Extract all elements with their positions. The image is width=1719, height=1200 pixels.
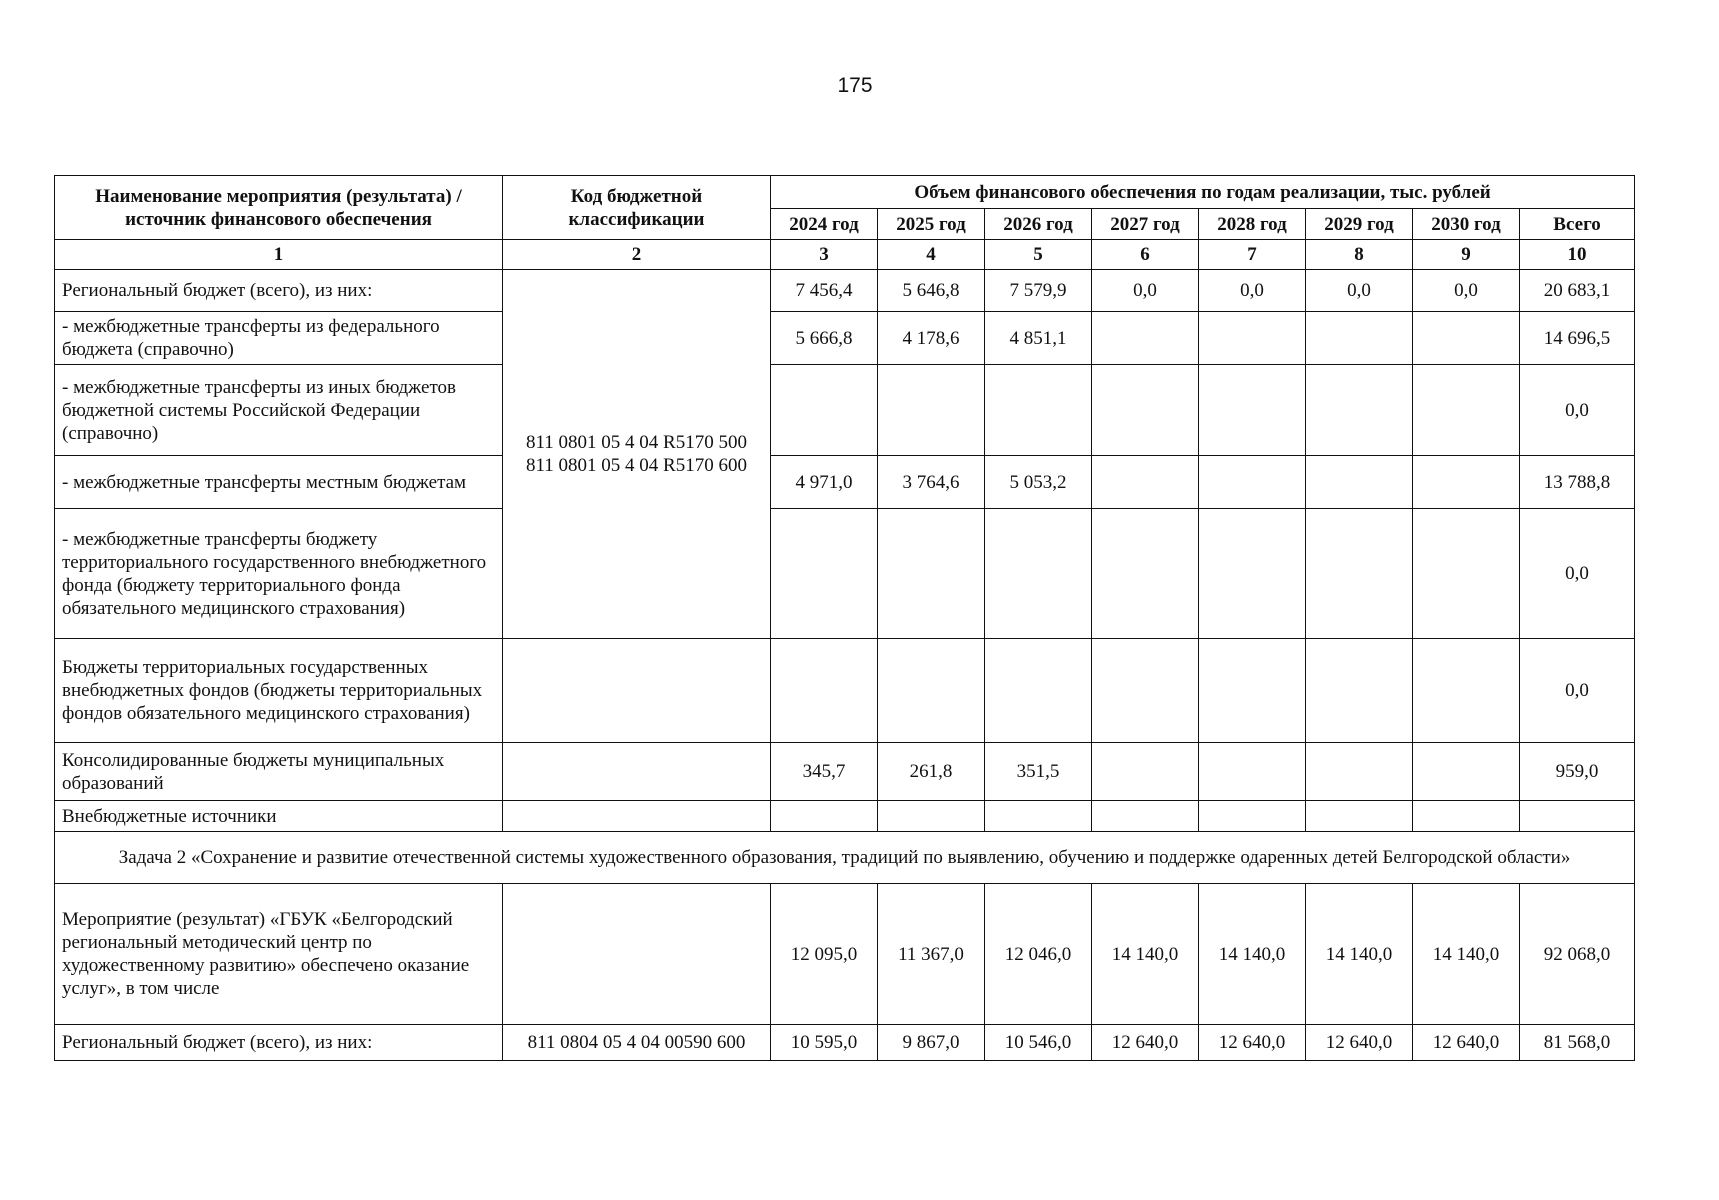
header-year: 2026 год bbox=[985, 209, 1092, 240]
budget-code: 811 0801 05 4 04 R5170 500 bbox=[526, 432, 747, 453]
cell-value bbox=[1413, 456, 1520, 509]
table-row bbox=[55, 312, 1635, 365]
cell-value bbox=[1413, 743, 1520, 801]
cell-value bbox=[1092, 509, 1199, 639]
header-volume: Объем финансового обеспечения по годам реализации, тыс. рублей bbox=[771, 176, 1635, 209]
cell-value: 4 971,0 bbox=[771, 456, 878, 509]
cell-total: 0,0 bbox=[1520, 639, 1635, 743]
row-name: Консолидированные бюджеты муниципальных образований bbox=[55, 743, 503, 801]
cell-value bbox=[1413, 509, 1520, 639]
cell-value: 12 640,0 bbox=[1199, 1025, 1306, 1061]
cell-value: 12 046,0 bbox=[985, 884, 1092, 1025]
column-number: 4 bbox=[878, 240, 985, 270]
cell-value bbox=[1092, 801, 1199, 832]
header-year: 2024 год bbox=[771, 209, 878, 240]
cell-value: 14 140,0 bbox=[1199, 884, 1306, 1025]
cell-value bbox=[1306, 509, 1413, 639]
header-name: Наименование мероприятия (результата) / источник финансового обеспечения bbox=[55, 176, 503, 240]
cell-value: 5 646,8 bbox=[878, 270, 985, 312]
cell-value: 345,7 bbox=[771, 743, 878, 801]
header-year: 2029 год bbox=[1306, 209, 1413, 240]
table-row bbox=[55, 1025, 1635, 1061]
cell-total: 81 568,0 bbox=[1520, 1025, 1635, 1061]
column-number: 1 bbox=[55, 240, 503, 270]
column-number: 10 bbox=[1520, 240, 1635, 270]
column-number: 3 bbox=[771, 240, 878, 270]
cell-value: 12 640,0 bbox=[1413, 1025, 1520, 1061]
cell-total: 14 696,5 bbox=[1520, 312, 1635, 365]
task-description: Задача 2 «Сохранение и развитие отечественной системы художественного образования, традиций по выявлению, обучению и поддержке одаренных детей Белгородской области» bbox=[55, 832, 1635, 884]
cell-value bbox=[985, 365, 1092, 456]
cell-value: 10 546,0 bbox=[985, 1025, 1092, 1061]
cell-value bbox=[985, 509, 1092, 639]
table-row bbox=[55, 509, 1635, 639]
cell-total: 959,0 bbox=[1520, 743, 1635, 801]
cell-value bbox=[1306, 365, 1413, 456]
cell-value: 12 095,0 bbox=[771, 884, 878, 1025]
header-total: Всего bbox=[1520, 209, 1635, 240]
row-name: - межбюджетные трансферты из федерального бюджета (справочно) bbox=[55, 312, 503, 365]
cell-value bbox=[878, 365, 985, 456]
cell-value bbox=[1199, 456, 1306, 509]
cell-value bbox=[878, 639, 985, 743]
row-name: - межбюджетные трансферты бюджету территориального государственного внебюджетного фонда (бюджету территориального фонда обязательного медицинского страхования) bbox=[55, 509, 503, 639]
cell-value: 5 053,2 bbox=[985, 456, 1092, 509]
cell-value: 7 456,4 bbox=[771, 270, 878, 312]
table-row bbox=[55, 743, 1635, 801]
cell-value bbox=[1199, 312, 1306, 365]
cell-total: 20 683,1 bbox=[1520, 270, 1635, 312]
row-code bbox=[503, 801, 771, 832]
column-number: 8 bbox=[1306, 240, 1413, 270]
table-row bbox=[55, 801, 1635, 832]
cell-value bbox=[771, 509, 878, 639]
row-code bbox=[503, 884, 771, 1025]
cell-value bbox=[985, 801, 1092, 832]
cell-value: 0,0 bbox=[1199, 270, 1306, 312]
cell-value: 0,0 bbox=[1092, 270, 1199, 312]
cell-value bbox=[1199, 509, 1306, 639]
budget-code: 811 0801 05 4 04 R5170 600 bbox=[526, 455, 747, 476]
header-year: 2027 год bbox=[1092, 209, 1199, 240]
cell-value: 261,8 bbox=[878, 743, 985, 801]
row-name: Региональный бюджет (всего), из них: bbox=[55, 1025, 503, 1061]
cell-value bbox=[1092, 639, 1199, 743]
cell-total bbox=[1520, 801, 1635, 832]
cell-value: 4 851,1 bbox=[985, 312, 1092, 365]
cell-total: 0,0 bbox=[1520, 365, 1635, 456]
row-name: Региональный бюджет (всего), из них: bbox=[55, 270, 503, 312]
cell-value bbox=[771, 801, 878, 832]
cell-value: 0,0 bbox=[1413, 270, 1520, 312]
column-number: 6 bbox=[1092, 240, 1199, 270]
cell-value: 14 140,0 bbox=[1092, 884, 1199, 1025]
row-name: - межбюджетные трансферты из иных бюджетов бюджетной системы Российской Федерации (справочно) bbox=[55, 365, 503, 456]
cell-value bbox=[771, 639, 878, 743]
cell-value: 12 640,0 bbox=[1306, 1025, 1413, 1061]
cell-value bbox=[1199, 743, 1306, 801]
table-row bbox=[55, 456, 1635, 509]
cell-value bbox=[1092, 365, 1199, 456]
task-row bbox=[55, 832, 1635, 884]
cell-value: 10 595,0 bbox=[771, 1025, 878, 1061]
header-year: 2025 год bbox=[878, 209, 985, 240]
cell-value bbox=[1306, 456, 1413, 509]
page-number: 175 bbox=[837, 74, 873, 97]
cell-value bbox=[878, 801, 985, 832]
cell-value bbox=[1092, 312, 1199, 365]
row-name: Бюджеты территориальных государственных внебюджетных фондов (бюджеты территориальных фондов обязательного медицинского страхования) bbox=[55, 639, 503, 743]
table-row bbox=[55, 884, 1635, 1025]
cell-value bbox=[1306, 801, 1413, 832]
column-number: 9 bbox=[1413, 240, 1520, 270]
cell-value: 12 640,0 bbox=[1092, 1025, 1199, 1061]
cell-value bbox=[878, 509, 985, 639]
cell-value: 5 666,8 bbox=[771, 312, 878, 365]
cell-value bbox=[1413, 365, 1520, 456]
cell-value bbox=[1413, 801, 1520, 832]
cell-value bbox=[771, 365, 878, 456]
cell-value: 3 764,6 bbox=[878, 456, 985, 509]
cell-value bbox=[1199, 639, 1306, 743]
row-code: 811 0804 05 4 04 00590 600 bbox=[503, 1025, 771, 1061]
cell-value: 14 140,0 bbox=[1306, 884, 1413, 1025]
row-name: Мероприятие (результат) «ГБУК «Белгородский региональный методический центр по художественному развитию» обеспечено оказание услуг», в том числе bbox=[55, 884, 503, 1025]
cell-value bbox=[1413, 312, 1520, 365]
cell-value bbox=[1092, 743, 1199, 801]
table-row bbox=[55, 270, 1635, 312]
cell-value bbox=[1092, 456, 1199, 509]
cell-value bbox=[1199, 365, 1306, 456]
cell-total: 0,0 bbox=[1520, 509, 1635, 639]
row-code bbox=[503, 743, 771, 801]
cell-value bbox=[1199, 801, 1306, 832]
financing-table bbox=[54, 175, 1635, 1061]
column-number: 2 bbox=[503, 240, 771, 270]
row-code bbox=[503, 639, 771, 743]
header-code: Код бюджетной классификации bbox=[503, 176, 771, 240]
cell-value: 351,5 bbox=[985, 743, 1092, 801]
cell-value bbox=[1413, 639, 1520, 743]
cell-value bbox=[985, 639, 1092, 743]
column-number: 5 bbox=[985, 240, 1092, 270]
cell-value bbox=[1306, 743, 1413, 801]
table-row bbox=[55, 639, 1635, 743]
cell-value bbox=[1306, 639, 1413, 743]
table-row bbox=[55, 365, 1635, 456]
cell-value: 14 140,0 bbox=[1413, 884, 1520, 1025]
budget-code-cell bbox=[503, 270, 771, 639]
cell-total: 92 068,0 bbox=[1520, 884, 1635, 1025]
row-name: - межбюджетные трансферты местным бюджетам bbox=[55, 456, 503, 509]
cell-value bbox=[1306, 312, 1413, 365]
row-name: Внебюджетные источники bbox=[55, 801, 503, 832]
cell-value: 4 178,6 bbox=[878, 312, 985, 365]
cell-total: 13 788,8 bbox=[1520, 456, 1635, 509]
header-year: 2028 год bbox=[1199, 209, 1306, 240]
cell-value: 7 579,9 bbox=[985, 270, 1092, 312]
cell-value: 9 867,0 bbox=[878, 1025, 985, 1061]
header-year: 2030 год bbox=[1413, 209, 1520, 240]
column-number: 7 bbox=[1199, 240, 1306, 270]
cell-value: 11 367,0 bbox=[878, 884, 985, 1025]
cell-value: 0,0 bbox=[1306, 270, 1413, 312]
